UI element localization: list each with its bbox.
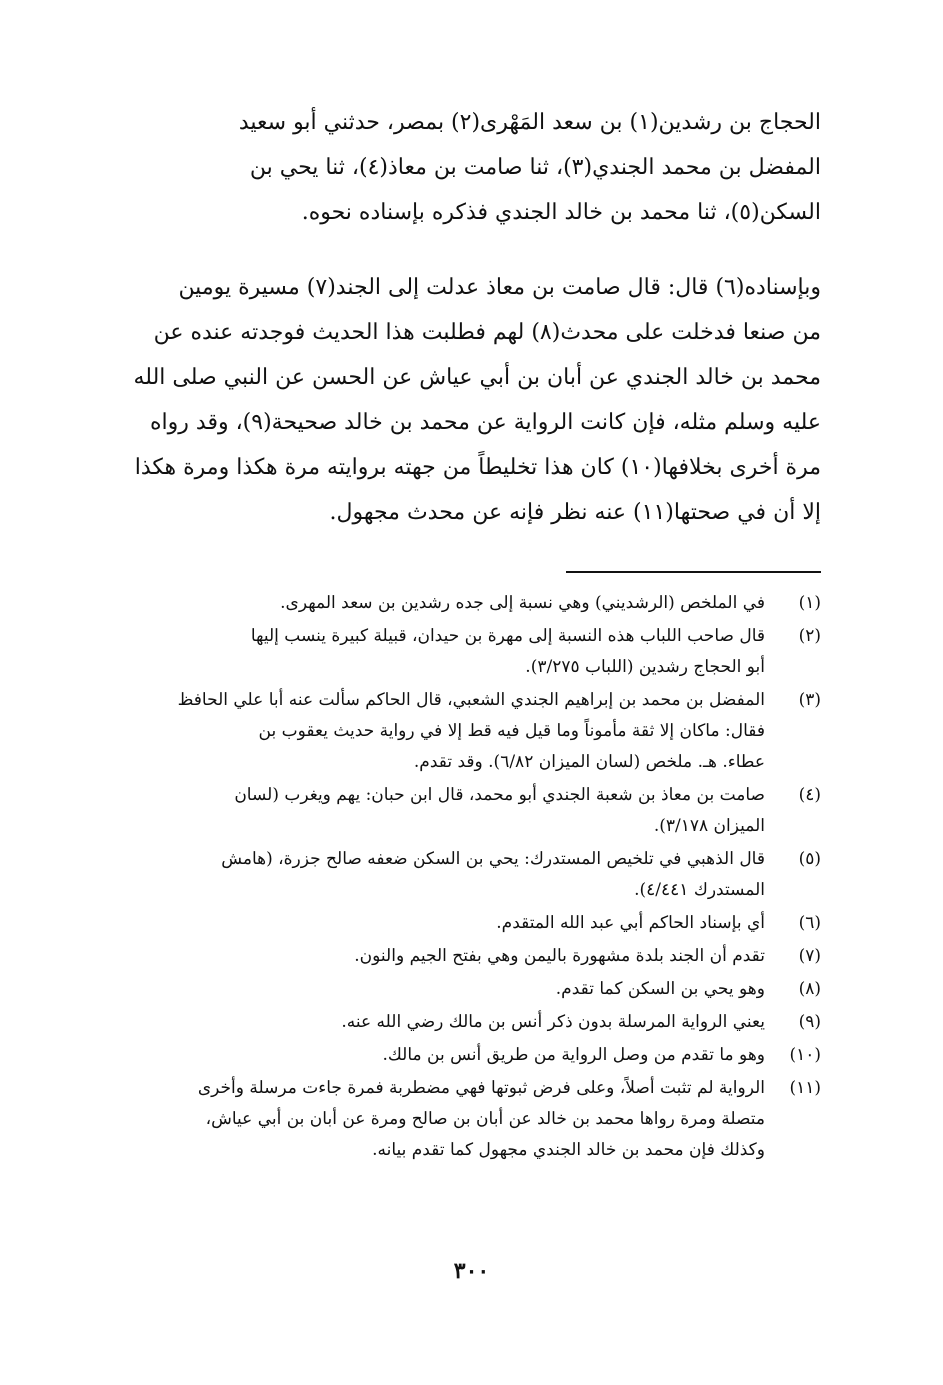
footnote-11: [121, 1073, 821, 1166]
footnote-text: [121, 1007, 765, 1038]
footnote-5: [121, 844, 821, 906]
footnote-4: [121, 780, 821, 842]
footnote-6: [121, 908, 821, 939]
text-line: من صنعا فدخلت على محدث(٨) لهم فطلبت هذا الحديث فوجدته عنده عن: [153, 320, 821, 345]
footnote-2: [121, 621, 821, 683]
footnote-number: (٨): [798, 979, 821, 999]
footnote-line: يعني الرواية المرسلة بدون ذكر أنس بن مالك رضي الله عنه.: [341, 1012, 765, 1032]
footnote-line: قال صاحب اللباب هذه النسبة إلى مهرة بن حيدان، قبيلة كبيرة ينسب إليها: [250, 626, 765, 646]
footnote-number: (٦): [798, 913, 821, 933]
footnote-text: [121, 1040, 765, 1071]
footnote-10: [121, 1040, 821, 1071]
footnote-line: المفضل بن محمد بن إبراهيم الجندي الشعبي، قال الحاكم سألت عنه أبا علي الحافظ: [177, 690, 765, 710]
footnote-text: [121, 621, 765, 683]
footnote-line: صامت بن معاذ بن شعبة الجندي أبو محمد، قال ابن حبان: يهم ويغرب (لسان: [234, 785, 765, 805]
footnote-line: قال الذهبي في تلخيص المستدرك: يحي بن السكن ضعفه صالح جزرة، (هامش: [221, 849, 765, 869]
main-paragraph-1: [121, 100, 821, 235]
footnote-number: (١١): [789, 1078, 821, 1098]
page-number: ٣٠٠: [453, 1258, 490, 1284]
footnote-text: [121, 588, 765, 619]
footnote-line: أبو الحجاج رشدين (اللباب ٣/٢٧٥).: [525, 657, 765, 677]
footnote-number: (١٠): [789, 1045, 821, 1065]
text-line: محمد بن خالد الجندي عن أبان بن أبي عياش عن الحسن عن النبي صلى الله: [133, 365, 821, 390]
text-line: السكن(٥)، ثنا محمد بن خالد الجندي فذكره بإسناده نحوه.: [301, 200, 821, 225]
footnote-line: وهو ما تقدم من وصل الرواية من طريق أنس بن مالك.: [382, 1045, 765, 1065]
footnote-separator: [566, 571, 821, 573]
footnote-line: المستدرك ٤/٤٤١).: [634, 880, 765, 900]
footnote-text: [121, 908, 765, 939]
footnote-number: (٥): [798, 849, 821, 869]
footnote-line: فقال: ماكان إلا ثقة مأموناً وما قيل فيه قط إلا في رواية حديث يعقوب بن: [258, 721, 765, 741]
footnote-9: [121, 1007, 821, 1038]
footnote-line: الميزان ٣/١٧٨).: [653, 816, 765, 836]
footnote-line: وكذلك فإن محمد بن خالد الجندي مجهول كما تقدم بيانه.: [372, 1140, 765, 1160]
text-line: مرة أخرى بخلافها(١٠) كان هذا تخليطاً من جهته بروايته مرة هكذا ومرة هكذا: [134, 455, 821, 480]
footnote-line: أي بإسناد الحاكم أبي عبد الله المتقدم.: [496, 913, 765, 933]
text-line: وبإسناده(٦) قال: قال صامت بن معاذ عدلت إلى الجند(٧) مسيرة يومين: [178, 275, 821, 300]
footnote-text: [121, 974, 765, 1005]
footnote-text: [121, 780, 765, 842]
footnote-number: (٩): [798, 1012, 821, 1032]
footnote-3: [121, 685, 821, 778]
footnote-line: تقدم أن الجند بلدة مشهورة باليمن وهي بفتح الجيم والنون.: [354, 946, 765, 966]
text-line: عليه وسلم مثله، فإن كانت الرواية عن محمد بن خالد صحيحة(٩)، وقد رواه: [150, 410, 821, 435]
main-paragraph-2: [121, 265, 821, 535]
footnote-line: متصلة ومرة رواها محمد بن خالد عن أبان بن صالح ومرة عن أبان بن أبي عياش،: [205, 1109, 765, 1129]
text-line: إلا أن في صحتها(١١) عنه نظر فإنه عن محدث مجهول.: [329, 500, 821, 525]
footnote-line: وهو يحي بن السكن كما تقدم.: [555, 979, 765, 999]
footnote-line: عطاء. هـ. ملخص (لسان الميزان ٦/٨٢). وقد تقدم.: [413, 752, 765, 772]
footnotes: [121, 588, 821, 1168]
footnote-8: [121, 974, 821, 1005]
footnote-text: [121, 844, 765, 906]
footnote-number: (٧): [798, 946, 821, 966]
footnote-text: [121, 685, 765, 778]
footnote-text: [121, 1073, 765, 1166]
footnote-line: في الملخص (الرشديني) وهي نسبة إلى جده رشدين بن سعد المهرى.: [280, 593, 765, 613]
text-line: الحجاج بن رشدين(١) بن سعد المَهْرى(٢) بمصر، حدثني أبو سعيد: [238, 110, 821, 135]
footnote-number: (٣): [798, 690, 821, 710]
footnote-number: (١): [798, 593, 821, 613]
footnote-text: [121, 941, 765, 972]
footnote-line: الرواية لم تثبت أصلاً، وعلى فرض ثبوتها فهي مضطربة فمرة جاءت مرسلة وأخرى: [197, 1078, 765, 1098]
footnote-1: [121, 588, 821, 619]
footnote-7: [121, 941, 821, 972]
text-line: المفضل بن محمد الجندي(٣)، ثنا صامت بن معاذ(٤)، ثنا يحي بن: [249, 155, 821, 180]
footnote-number: (٤): [798, 785, 821, 805]
footnote-number: (٢): [798, 626, 821, 646]
